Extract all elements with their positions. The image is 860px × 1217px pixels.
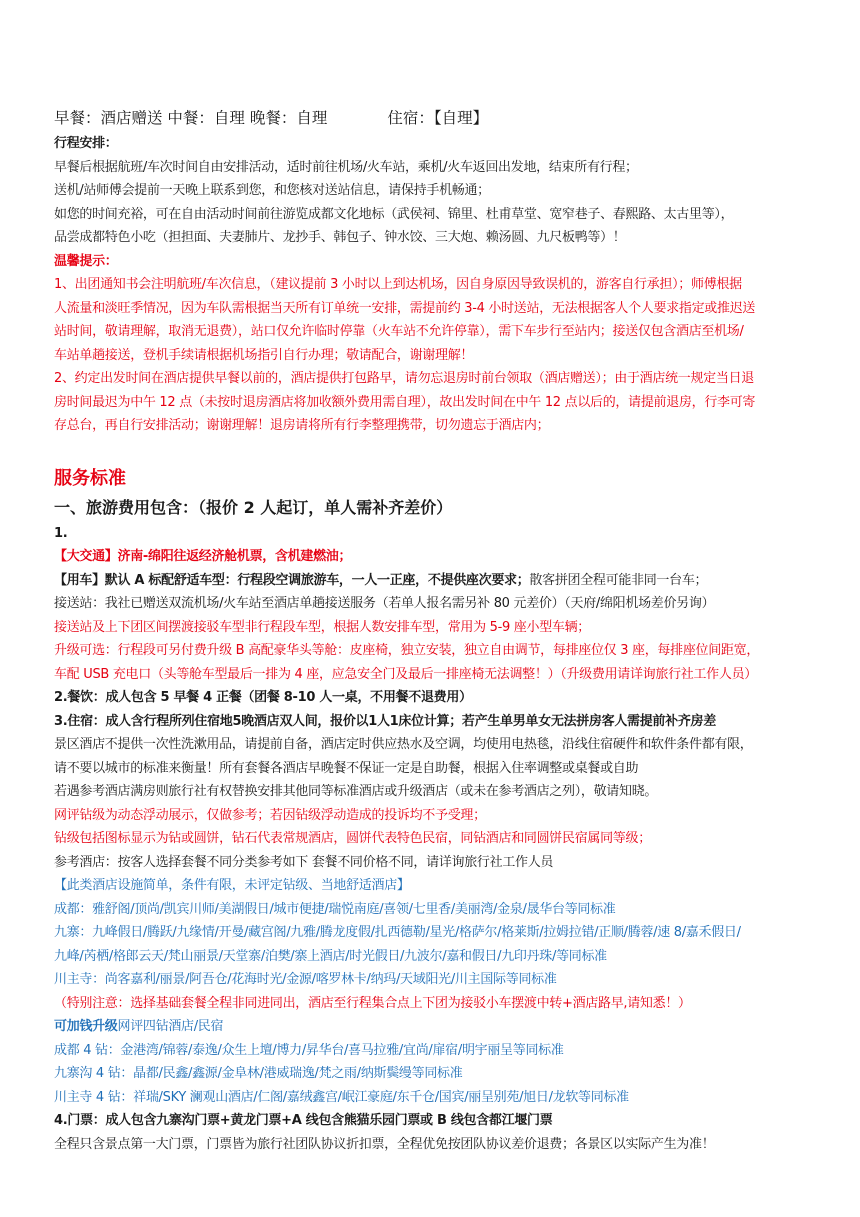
meals-line [54,104,814,132]
meals-text: 早餐：酒店赠送 中餐：自理 晚餐：自理 [54,109,328,127]
hotel-note: 景区酒店不提供一次性洗漱用品，请提前自备，酒店定时供应热水及空调，均使用电热毯，沿线住宿硬件和软件条件都有限， [54,737,753,752]
tips-line: 2、约定出发时间在酒店提供早餐以前的，酒店提供打包路早，请勿忘退房时前台领取（酒店赠送）；由于酒店统一规定当日退 [54,371,754,386]
special-note: （特别注意：选择基础套餐全程非同进同出，酒店至行程集合点上下团为接驳小车摆渡中转+酒店路早,请知悉！） [54,995,691,1011]
hotel-rating-note: 钻级包括图标显示为钻或圆饼，钻石代表常规酒店，圆饼代表特色民宿，同钻酒店和同圆饼民宿属同等级； [54,831,651,846]
service-standard-title: 服务标准 [54,467,126,489]
itinerary-line: 早餐后根据航班/车次时间自由安排活动，适时前往机场/火车站，乘机/火车返回出发地，结束所有行程； [54,159,638,175]
upgrade-hotel-rest: 网评四钻酒店/民宿 [117,1019,224,1034]
tickets-line: 4.门票：成人包含九寨沟门票+黄龙门票+A 线包含熊猫乐园门票或 B 线包含都江堰门票 [54,1113,553,1128]
tickets-note: 全程只含景点第一大门票，门票皆为旅行社团队协议折扣票，全程优免按团队协议差价退费；各景区以实际产生为准！ [54,1136,715,1152]
stay-text: 住宿：【自理】 [387,109,489,127]
itinerary-heading: 行程安排： [54,136,118,151]
upgrade-hotel-line: 九寨沟 4 钻：晶都/民鑫/鑫源/金阜林/港威瑞逸/梵之雨/纳斯鬓缦等同标准 [54,1066,463,1081]
tips-line: 房时间最迟为中午 12 点（未按时退房酒店将加收额外费用需自理），故出发时间在中午 12 点以后的，请提前退房，行李可寄 [54,394,756,410]
upgrade-hotel-bold: 可加钱升级 [54,1019,118,1034]
itinerary-line: 送机/站师傅会提前一天晚上联系到您，和您核对送站信息，请保持手机畅通； [54,183,490,198]
car-line-rest: 散客拼团全程可能非同一台车； [529,572,708,588]
upgrade-hotel-heading [54,1015,814,1039]
basic-hotel-line: 九寨：九峰假日/腾跃/九缘情/开曼/藏宫阁/九雅/腾龙度假/扎西德勒/星光/格萨尔/格莱斯/拉姆拉错/正顺/腾蓉/速 8/嘉禾假日/ [54,925,741,940]
transport-line: 【大交通】济南-绵阳往返经济舱机票，含机建燃油； [54,549,352,564]
basic-hotel-line: 川主寺：尚客嘉利/丽景/阿吾仓/花海时光/金源/喀罗林卡/纳玛/天域阳光/川主国际等同标准 [54,972,557,987]
tips-line: 1、出团通知书会注明航班/车次信息，（建议提前 3 小时以上到达机场，因自身原因导致误机的，游客自行承担）；师傅根据 [54,277,742,292]
basic-hotel-heading: 【此类酒店设施简单，条件有限，未评定钻级、当地舒适酒店】 [54,878,410,893]
tips-line: 车站单趟接送，登机手续请根据机场指引自行办理；敬请配合，谢谢理解！ [54,347,474,363]
document-page [54,104,814,1156]
hotel-line: 3.住宿：成人含行程所列住宿地5晚酒店双人间，报价以1人1床位计算；若产生单男单女无法拼房客人需提前补齐房差 [54,713,716,729]
car-line [54,569,814,593]
tips-heading: 温馨提示： [54,253,118,269]
itinerary-line: 品尝成都特色小吃（担担面、夫妻肺片、龙抄手、韩包子、钟水饺、三大炮、赖汤圆、九尺板鸭等）！ [54,230,626,245]
itinerary-line: 如您的时间充裕，可在自由活动时间前往游览成都文化地标（武侯祠、锦里、杜甫草堂、宽窄巷子、春熙路、太古里等）， [54,206,734,222]
fee-includes-heading: 一、旅游费用包含：（报价 2 人起订，单人需补齐差价） [54,497,453,517]
item-number: 1. [54,525,68,541]
tips-line: 人流量和淡旺季情况，因为车队需根据当天所有订单统一安排，需提前约 3-4 小时送站，无法根据客人个人要求指定或推迟送 [54,300,756,316]
hotel-note: 请不要以城市的标准来衡量！所有套餐各酒店早晚餐不保证一定是自助餐，根据入住率调整或桌餐或自助 [54,760,639,776]
pickup-line: 接送站：我社已赠送双流机场/火车站至酒店单趟接送服务（若单人报名需另补 80 元差价）（天府/绵阳机场差价另询） [54,596,715,611]
upgrade-hotel-line: 川主寺 4 钻：祥瑞/SKY 澜观山酒店/仁阁/嘉绒鑫宫/岷江豪庭/东千仓/国宾/丽呈别苑/旭日/龙软等同标准 [54,1089,629,1105]
car-line-bold: 【用车】默认 A 标配舒适车型：行程段空调旅游车，一人一正座，不提供座次要求； [54,572,530,588]
reference-hotel-line: 参考酒店：按客人选择套餐不同分类参考如下 套餐不同价格不同，请详询旅行社工作人员 [54,854,554,870]
upgrade-line: 升级可选：行程段可另付费升级 B 高配豪华头等舱：皮座椅，独立安装，独立自由调节，每排座位仅 3 座，每排座位间距宽， [54,643,760,658]
hotel-rating-note: 网评钻级为动态浮动展示，仅做参考；若因钻级浮动造成的投诉均不予受理； [54,807,486,823]
tips-line: 站时间，敬请理解，取消无退费），站口仅允许临时停靠（火车站不允许停靠），需下车步行至站内；接送仅包含酒店至机场/ [54,324,744,339]
basic-hotel-line: 成都：雅舒阁/顶尚/凯宾川师/美湖假日/城市便捷/瑞悦南庭/喜领/七里香/美丽湾/金泉/晟华台等同标准 [54,901,616,917]
hotel-note: 若遇参考酒店满房则旅行社有权替换安排其他同等标准酒店或升级酒店（或未在参考酒店之列），敬请知晓。 [54,784,658,799]
basic-hotel-line: 九峰/芮栖/格郎云天/梵山丽景/天堂寨/泊樊/寨上酒店/时光假日/九波尔/嘉和假日/九印丹珠/等同标准 [54,948,607,964]
upgrade-hotel-line: 成都 4 钻：金港湾/锦蓉/泰逸/众生上壇/博力/昇华台/喜马拉雅/宜尚/扉宿/明宇丽呈等同标准 [54,1042,564,1058]
tips-line: 存总台，再自行安排活动；谢谢理解！退房请将所有行李整理携带，切勿遗忘于酒店内； [54,418,550,433]
upgrade-line: 车配 USB 充电口（头等舱车型最后一排为 4 座，应急安全门及最后一排座椅无法调整！）（升级费用请详询旅行社工作人员） [54,666,757,682]
pickup-vehicle-line: 接送站及上下团区间摆渡接驳车型非行程段车型，根据人数安排车型，常用为 5-9 座小型车辆； [54,619,590,635]
food-line: 2.餐饮：成人包含 5 早餐 4 正餐（团餐 8-10 人一桌，不用餐不退费用） [54,690,472,705]
